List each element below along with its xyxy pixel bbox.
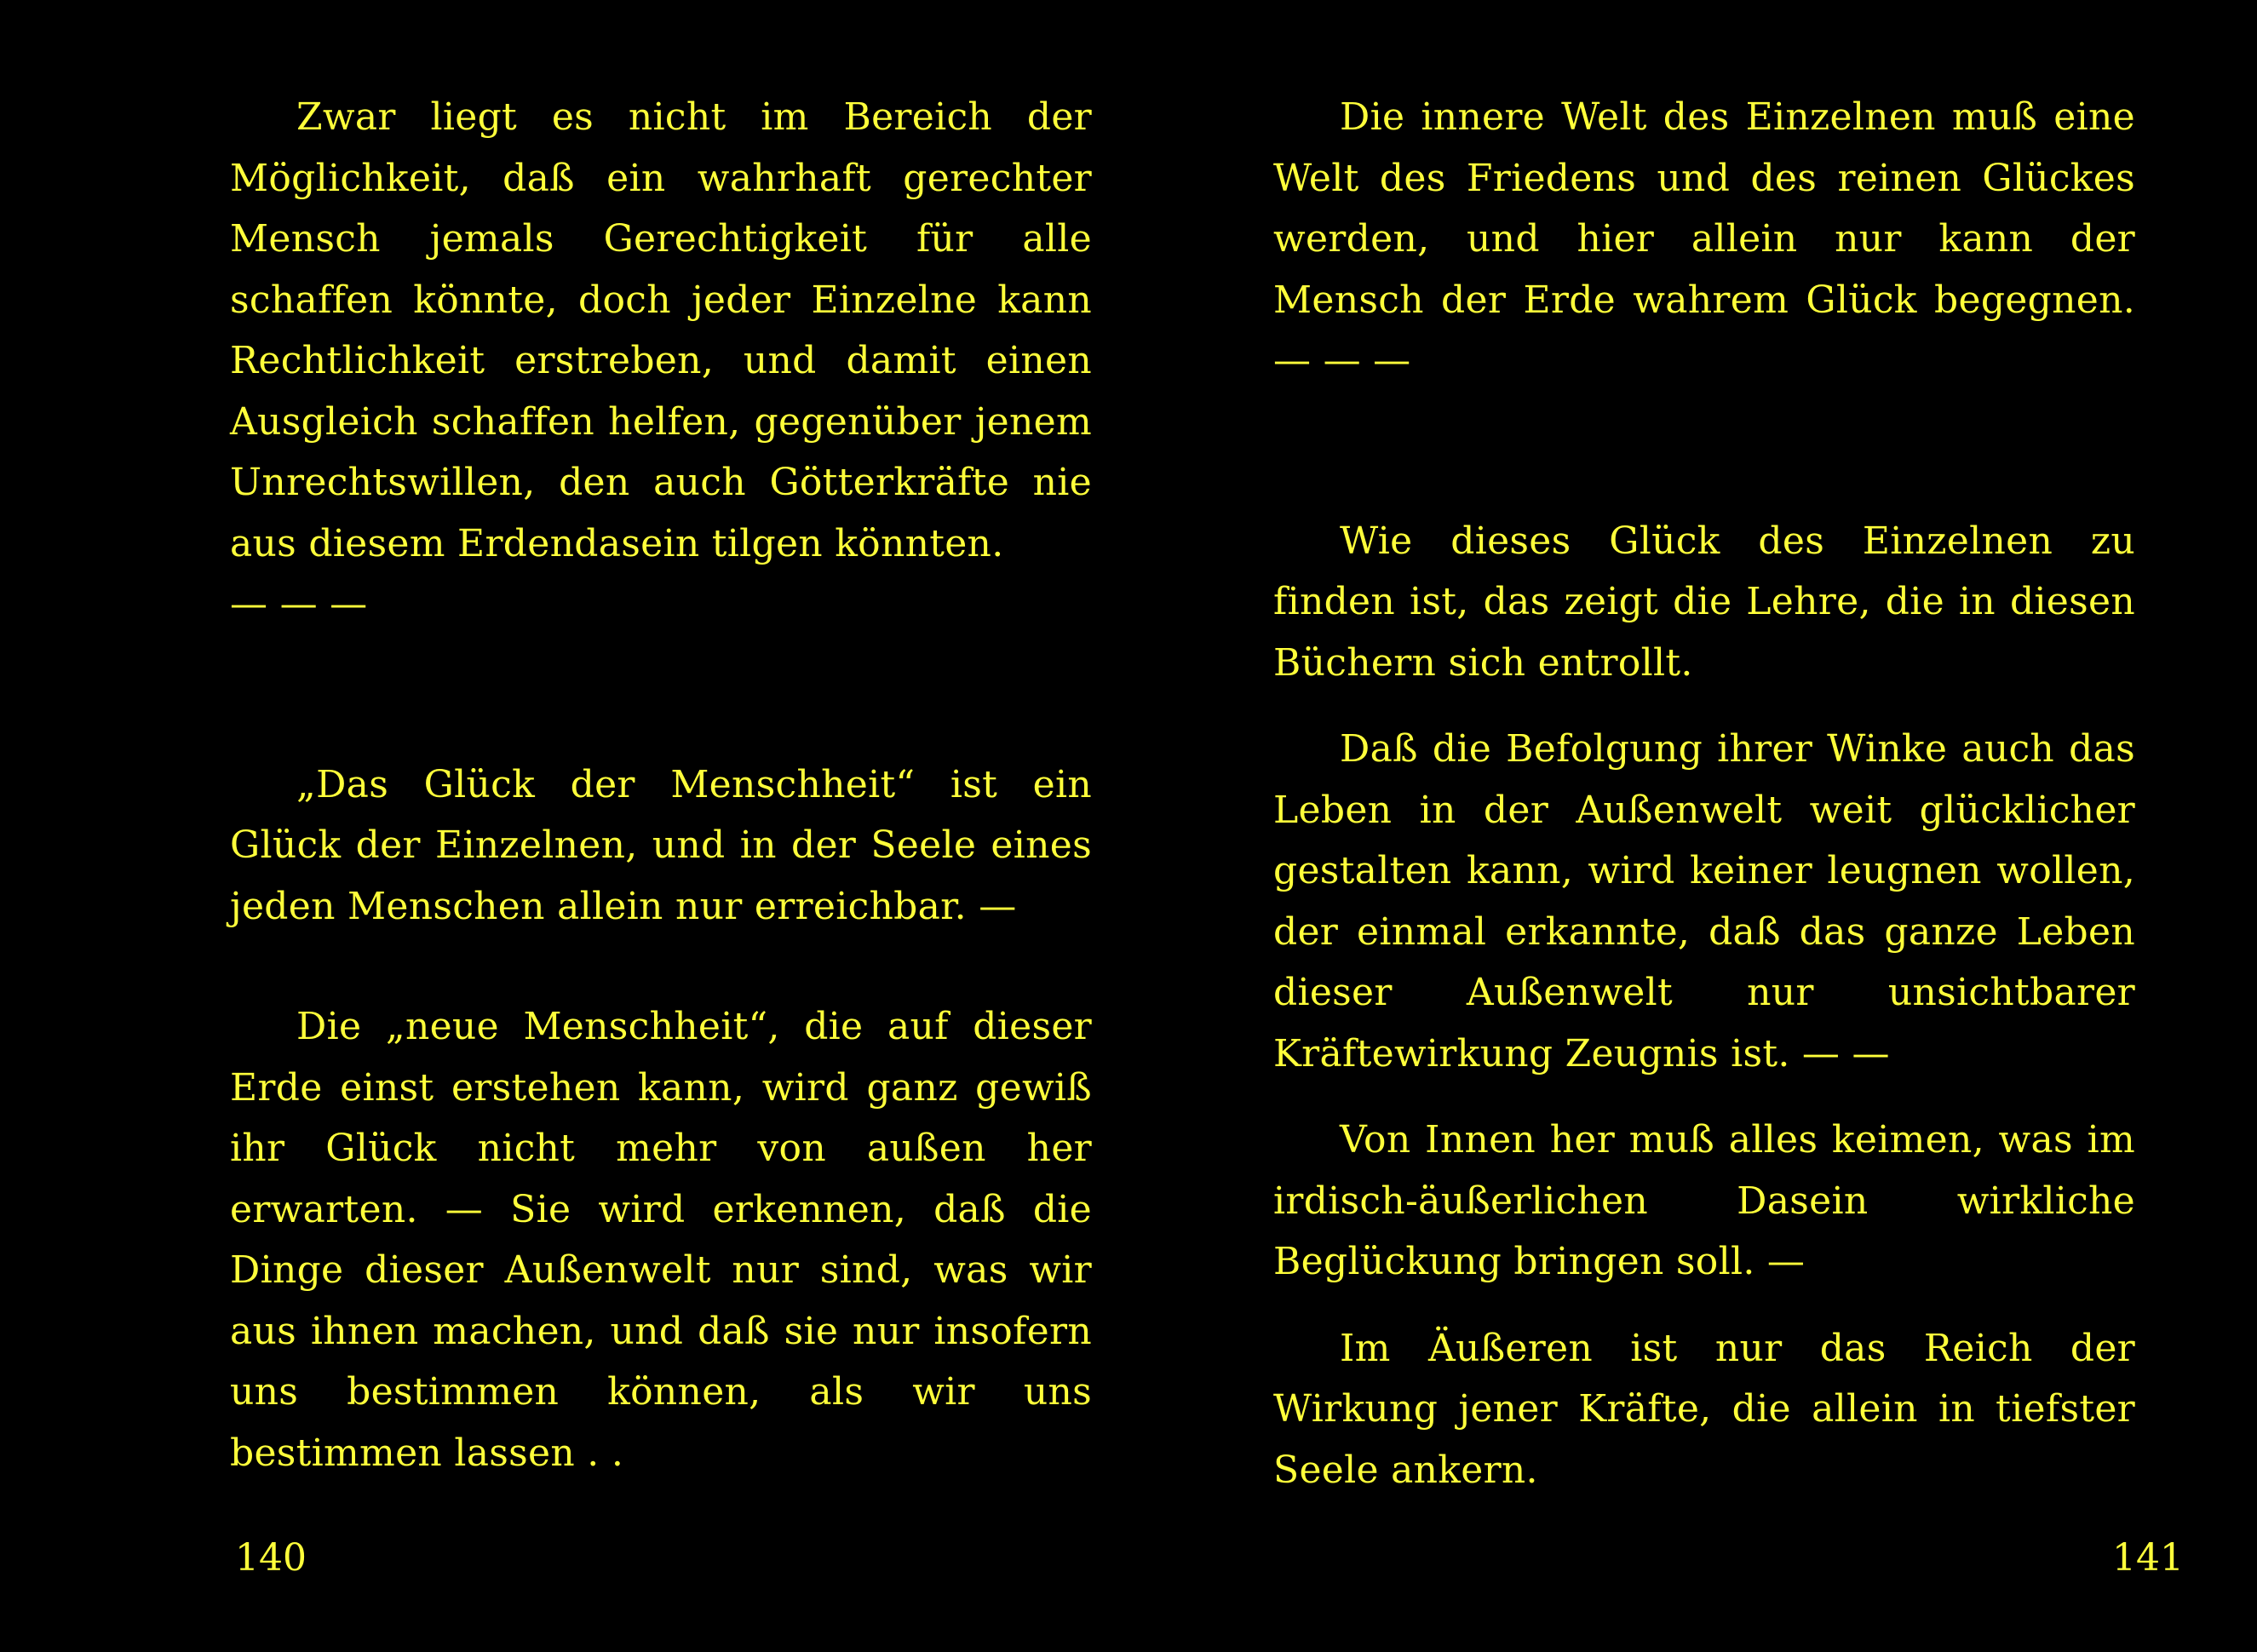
paragraph: Im Äußeren ist nur das Reich der Wirkung jener Kräfte, die allein in tiefster Seele ankern. (1273, 1326, 2135, 1492)
left-page-text (230, 87, 1092, 1483)
paragraph: Daß die Befolgung ihrer Winke auch das Leben in der Außenwelt weit glücklicher gestalten kann, wird keiner leugnen wollen, der einmal erkannte, daß das ganze Leben dieser Außenwelt nur unsichtbarer Kräftewirkung Zeugnis ist. — — (1273, 727, 2135, 1076)
paragraph: Die innere Welt des Einzelnen muß eine Welt des Friedens und des reinen Glückes werden, und hier allein nur kann der Mensch der Erde wahrem Glück begegnen. — — — (1273, 95, 2135, 382)
page-number: 140 (235, 1536, 307, 1580)
left-page (0, 0, 1128, 1652)
right-page: Die innere Welt des Einzelnen muß eine Welt des Friedens und des reinen Glückes werden, und hier allein nur kann der Mensch der Erde wahrem Glück begegnen. — — — Wie dieses Glück des Einzelnen zu finden ist, das zeigt die Lehre, die in diesen Büchern sich entrollt. Daß die Befolgung ihrer Winke auch das Leben in der Außenwelt weit glücklicher gestalten kann, wird keiner leugnen wollen, der einmal erkannte, daß das ganze Leben dieser Außenwelt nur unsichtbarer Kräftewirkung Zeugnis ist. — — Von Innen her muß alles keimen, was im irdisch-äußerlichen Dasein wirkliche Beglückung bringen soll. — Im Äußeren ist nur das Reich der Wirkung jener Kräfte, die allein in tiefster Seele ankern. 141 (1128, 0, 2257, 1652)
paragraph: „Das Glück der Menschheit“ ist ein Glück der Einzelnen, und in der Seele eines jeden Menschen allein nur erreichbar. — (230, 762, 1092, 928)
right-page-text (1273, 87, 2135, 1500)
section-dashes: — — — (230, 582, 368, 626)
paragraph: Von Innen her muß alles keimen, was im irdisch-äußerlichen Dasein wirkliche Beglückung bringen soll. — (1273, 1118, 2135, 1283)
paragraph: Wie dieses Glück des Einzelnen zu finden ist, das zeigt die Lehre, die in diesen Büchern sich entrollt. (1273, 519, 2135, 685)
paragraph: Die „neue Menschheit“, die auf dieser Erde einst erstehen kann, wird ganz gewiß ihr Glück nicht mehr von außen her erwarten. — Sie wird erkennen, daß die Dinge dieser Außenwelt nur sind, was wir aus ihnen machen, und daß sie nur insofern uns bestimmen können, als wir uns bestimmen lassen . . (230, 1005, 1092, 1475)
paragraph: Zwar liegt es nicht im Bereich der Möglichkeit, daß ein wahrhaft gerechter Mensch jemals Gerechtigkeit für alle schaffen könnte, doch jeder Einzelne kann Rechtlichkeit erstreben, und damit einen Ausgleich schaffen helfen, gegenüber jenem Unrechtswillen, den auch Götterkräfte nie aus diesem Erdendasein tilgen könnten. (230, 95, 1092, 565)
